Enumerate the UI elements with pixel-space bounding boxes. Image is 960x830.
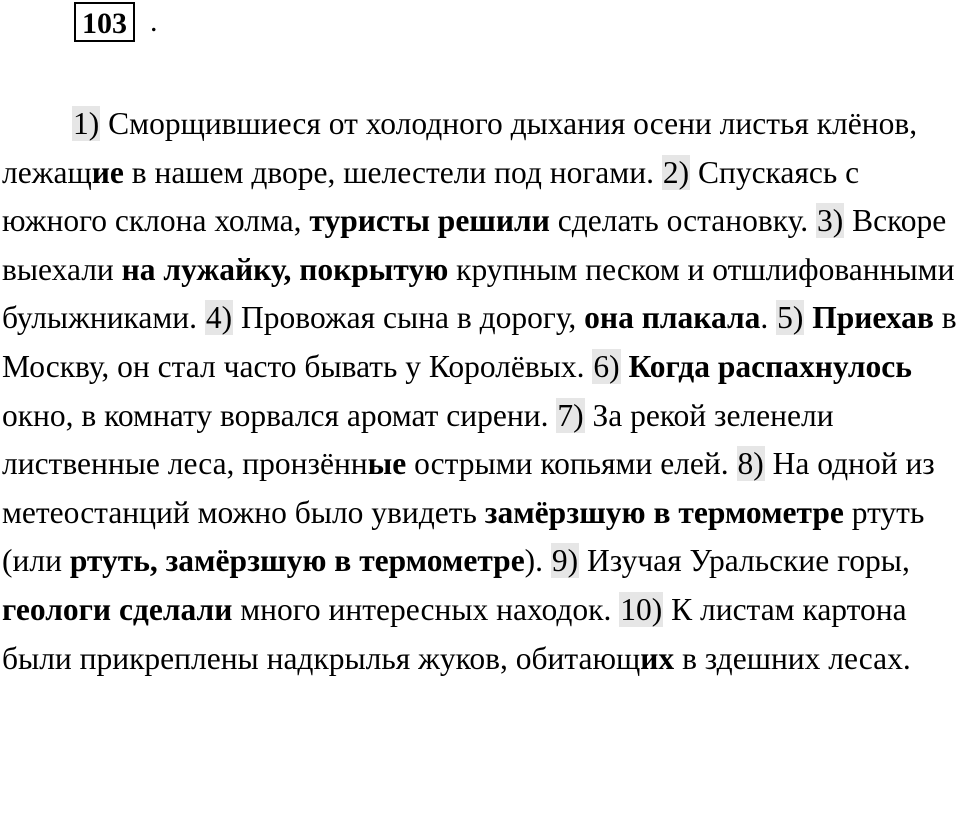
- sentence-number-4: 4): [205, 300, 233, 336]
- sentence-7-bold: ые: [367, 446, 407, 482]
- sentence-5-bold: Приехав: [812, 300, 934, 336]
- sentence-number-7: 7): [557, 397, 584, 433]
- exercise-number-dot: .: [150, 5, 158, 38]
- sentence-9-bold: геологи сделали: [2, 591, 233, 627]
- sentence-4-text-end: .: [760, 300, 777, 336]
- sentence-8-bold: замёрзшую в термометре: [484, 494, 844, 530]
- sentence-10-text-end: в здешних лесах.: [674, 640, 911, 676]
- sentence-9-text: Изучая Уральские горы,: [579, 543, 910, 579]
- sentence-4-text: Провожая сына в дорогу,: [233, 300, 585, 336]
- sentence-number-1: 1): [73, 106, 100, 141]
- sentence-number-8: 8): [737, 446, 764, 482]
- sentence-7-text: За рекой зеленели лиственные леса, пронзённ: [2, 397, 834, 482]
- exercise-number: 103: [74, 2, 135, 42]
- sentence-number-10: 10): [620, 591, 663, 627]
- sentence-6-bold: Когда распахнулось: [628, 348, 912, 384]
- sentence-1-text: Сморщившиеся от холодного дыхания осени листья клёнов, лежащ: [2, 106, 918, 190]
- sentence-8-text-end: ).: [524, 543, 551, 579]
- sentence-4-bold: она плакала: [584, 300, 761, 336]
- sentence-number-5: 5): [777, 300, 804, 336]
- sentence-3-bold: на лужайку, покрытую: [121, 251, 449, 287]
- sentence-number-6: 6): [593, 348, 620, 384]
- sentence-number-3: 3): [816, 203, 844, 239]
- sentence-6-text: [621, 349, 629, 384]
- sentence-2-text-end: сделать остановку.: [549, 203, 816, 239]
- sentence-7-text-end: острыми копьями елей.: [406, 446, 737, 482]
- sentence-number-9: 9): [551, 543, 579, 579]
- sentence-1-bold: ие: [91, 154, 124, 190]
- sentence-10-bold: их: [640, 640, 675, 676]
- sentence-5-text-end: в Москву, он стал часто бывать у Королёвых.: [2, 300, 957, 384]
- sentence-10-text: К листам картона были прикреплены надкрылья жуков, обитающ: [2, 591, 907, 676]
- sentence-2-text: Спускаясь с южного склона холма,: [2, 154, 860, 239]
- sentence-number-2: 2): [662, 154, 690, 190]
- sentence-8-text: На одной из метеостанций можно было увидеть: [2, 446, 935, 530]
- sentence-6-text-end: окно, в комнату ворвался аромат сирени.: [2, 397, 557, 433]
- sentence-9-text-end: много интересных находок.: [232, 591, 620, 627]
- sentence-3-text-end: крупным песком и отшлифованными булыжниками.: [2, 251, 955, 336]
- sentence-8-bold-alt: ртуть, замёрзшую в термометре: [69, 543, 525, 579]
- sentence-2-bold: туристы решили: [309, 203, 550, 239]
- exercise-text: [2, 100, 960, 683]
- sentence-3-text: Вскоре выехали: [2, 203, 947, 287]
- sentence-8-text-mid: ртуть (или: [2, 494, 925, 579]
- sentence-1-text-end: в нашем дворе, шелестели под ногами.: [123, 154, 662, 190]
